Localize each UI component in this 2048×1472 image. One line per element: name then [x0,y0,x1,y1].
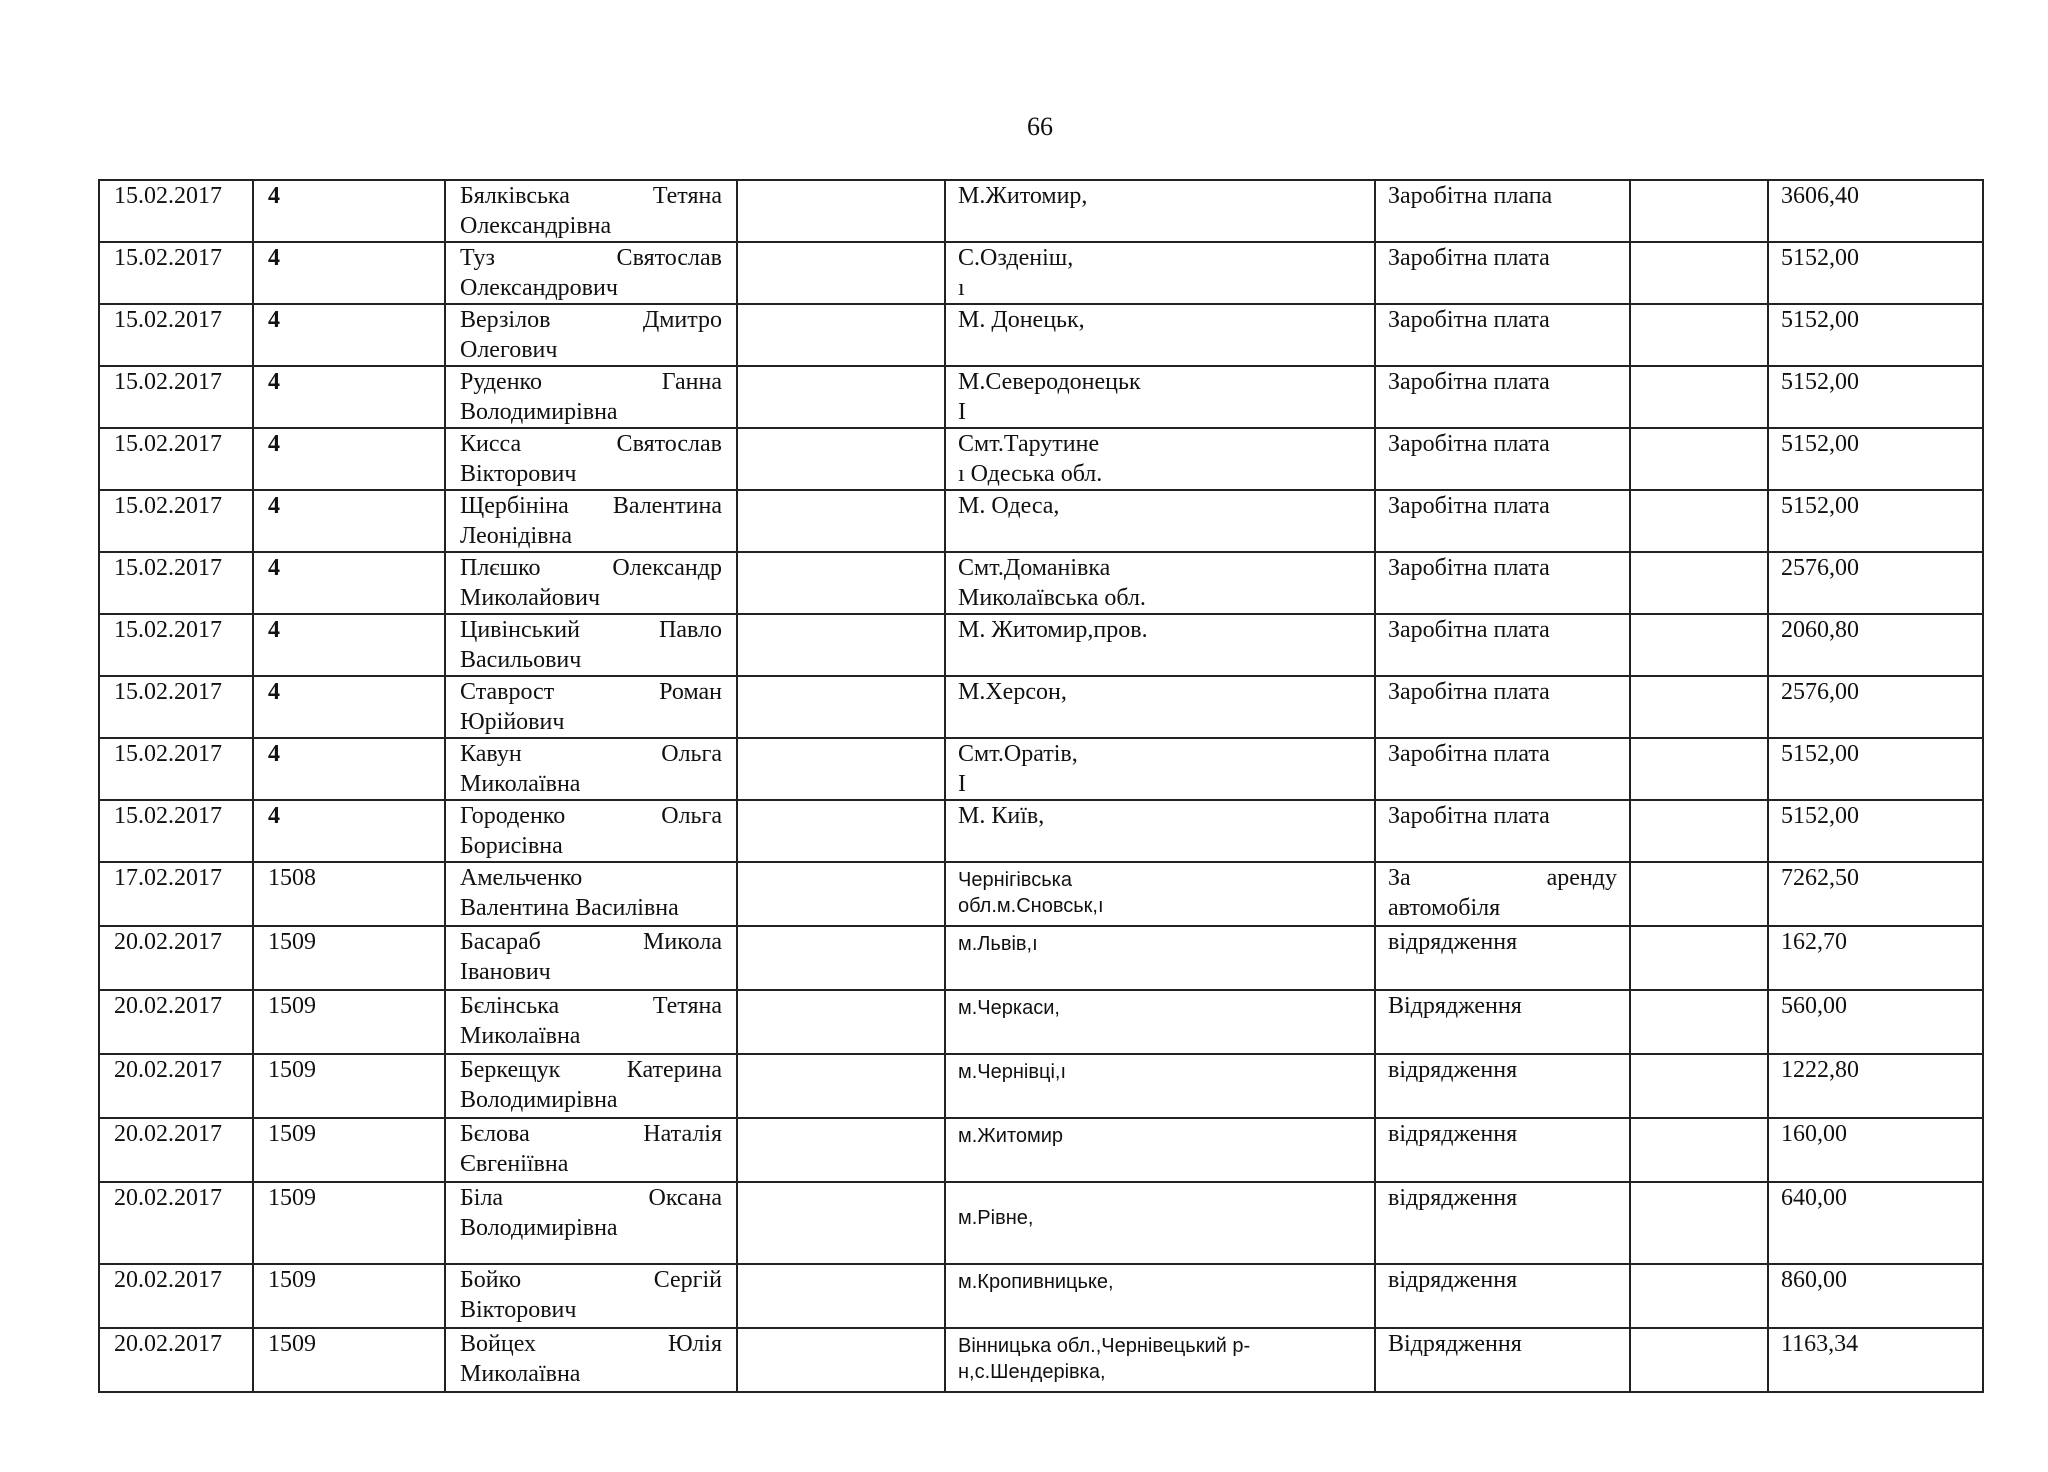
redacted-cell [737,304,945,366]
date-cell: 20.02.2017 [99,1054,253,1118]
address-line-1: м.Рівне, [958,1207,1034,1229]
recipient-patronymic: Васильович [460,647,582,673]
address-line-1: М.Херсон, [958,679,1067,705]
address-line-1: Вінницька обл.,Чернівецький р- [958,1335,1251,1357]
address-line-1: Смт.Доманівка [958,555,1111,581]
recipient-patronymic: Валентина Василівна [460,895,679,921]
payments-table [98,179,1984,1393]
address-line-1: М. Одеса, [958,493,1060,519]
redacted-cell [737,1328,945,1392]
date-cell: 20.02.2017 [99,1182,253,1264]
recipient-patronymic: Миколаївна [460,1361,581,1387]
redacted-cell [737,1118,945,1182]
redacted-cell [737,614,945,676]
address-cell [945,1054,1375,1118]
redacted-cell [737,800,945,862]
document-number-cell: 4 [253,242,445,304]
document-number-cell: 4 [253,738,445,800]
date-cell: 17.02.2017 [99,862,253,926]
date-cell: 15.02.2017 [99,242,253,304]
address-line-1: Чернігівська [958,869,1072,891]
address-line-2: обл.м.Сновськ,ı [958,895,1104,917]
empty-cell [1630,676,1768,738]
empty-cell [1630,1182,1768,1264]
empty-cell [1630,490,1768,552]
address-cell [945,180,1375,242]
date-cell: 15.02.2017 [99,614,253,676]
recipient-patronymic: Володимирівна [460,1215,618,1241]
date-cell: 20.02.2017 [99,1118,253,1182]
redacted-cell [737,926,945,990]
document-number-cell: 4 [253,180,445,242]
redacted-cell [737,676,945,738]
document-number-cell: 1509 [253,1264,445,1328]
amount-cell: 2060,80 [1768,614,1983,676]
empty-cell [1630,800,1768,862]
address-cell [945,738,1375,800]
address-line-2: I [958,399,966,425]
address-line-1: м.Черкаси, [958,997,1060,1019]
address-cell [945,926,1375,990]
amount-cell: 5152,00 [1768,428,1983,490]
address-cell [945,800,1375,862]
recipient-surname: Кавун Ольга [460,741,722,767]
address-line-1: М.Житомир, [958,183,1088,209]
amount-cell: 7262,50 [1768,862,1983,926]
empty-cell [1630,304,1768,366]
recipient-surname: Басараб Микола [460,929,722,955]
recipient-patronymic: Володимирівна [460,399,618,425]
recipient-name-cell [445,926,737,990]
recipient-patronymic: Вікторович [460,461,577,487]
redacted-cell [737,180,945,242]
date-cell: 15.02.2017 [99,180,253,242]
empty-cell [1630,366,1768,428]
address-cell [945,676,1375,738]
recipient-patronymic: Миколаївна [460,1023,581,1049]
recipient-patronymic: Іванович [460,959,551,985]
empty-cell [1630,1054,1768,1118]
recipient-name-cell [445,180,737,242]
date-cell: 15.02.2017 [99,800,253,862]
document-number-cell: 1508 [253,862,445,926]
document-number-cell: 4 [253,552,445,614]
recipient-name-cell [445,1264,737,1328]
recipient-surname: Верзілов Дмитро [460,307,722,333]
table-row [99,428,1983,490]
address-line-1: м.Львів,ı [958,933,1038,955]
recipient-patronymic: Олександрівна [460,213,612,239]
redacted-cell [737,1054,945,1118]
empty-cell [1630,552,1768,614]
address-line-1: м.Чернівці,ı [958,1061,1067,1083]
recipient-surname: Кисса Святослав [460,431,722,457]
table-row [99,242,1983,304]
redacted-cell [737,990,945,1054]
date-cell: 20.02.2017 [99,990,253,1054]
table-row [99,926,1983,990]
recipient-surname: Плєшко Олександр [460,555,722,581]
table-row [99,1182,1983,1264]
payment-purpose-line-1: За аренду [1388,865,1617,891]
recipient-name-cell [445,1328,737,1392]
date-cell: 15.02.2017 [99,552,253,614]
recipient-name-cell [445,738,737,800]
redacted-cell [737,1264,945,1328]
date-cell: 15.02.2017 [99,490,253,552]
amount-cell: 5152,00 [1768,366,1983,428]
payment-purpose-cell: відрядження [1375,1054,1630,1118]
recipient-patronymic: Олександрович [460,275,618,301]
address-line-1: М. Донецьк, [958,307,1085,333]
document-number-cell: 1509 [253,1328,445,1392]
empty-cell [1630,926,1768,990]
recipient-name-cell [445,676,737,738]
redacted-cell [737,862,945,926]
table-row [99,990,1983,1054]
address-cell [945,552,1375,614]
document-number-cell: 4 [253,490,445,552]
address-cell [945,428,1375,490]
recipient-surname: Бєлова Наталія [460,1121,722,1147]
address-cell [945,990,1375,1054]
document-number-cell: 4 [253,800,445,862]
table-row [99,1328,1983,1392]
address-line-2: I [958,771,966,797]
document-number-cell: 4 [253,676,445,738]
empty-cell [1630,1264,1768,1328]
recipient-surname: Біла Оксана [460,1185,722,1211]
recipient-name-cell [445,1118,737,1182]
address-cell [945,1264,1375,1328]
recipient-patronymic: Леонідівна [460,523,572,549]
empty-cell [1630,428,1768,490]
table-row [99,366,1983,428]
amount-cell: 1222,80 [1768,1054,1983,1118]
redacted-cell [737,490,945,552]
recipient-surname: Руденко Ганна [460,369,722,395]
address-cell [945,1182,1375,1264]
recipient-name-cell [445,1182,737,1264]
document-number-cell: 1509 [253,926,445,990]
amount-cell: 560,00 [1768,990,1983,1054]
address-line-1: С.Озденіш, [958,245,1074,271]
payment-purpose-cell: Заробітна плата [1375,490,1630,552]
recipient-surname: Цивінський Павло [460,617,722,643]
amount-cell: 640,00 [1768,1182,1983,1264]
recipient-name-cell [445,428,737,490]
empty-cell [1630,862,1768,926]
recipient-patronymic: Миколаївна [460,771,581,797]
amount-cell: 5152,00 [1768,490,1983,552]
payment-purpose-line-2: автомобіля [1388,895,1501,921]
document-number-cell: 1509 [253,990,445,1054]
document-number-cell: 4 [253,304,445,366]
amount-cell: 5152,00 [1768,242,1983,304]
payment-purpose-cell: Заробітна плата [1375,242,1630,304]
recipient-patronymic: Євгеніївна [460,1151,569,1177]
recipient-name-cell [445,242,737,304]
table-row [99,1054,1983,1118]
table-row [99,552,1983,614]
redacted-cell [737,366,945,428]
page-number: 66 [1027,112,1053,141]
address-line-1: М. Київ, [958,803,1045,829]
address-cell [945,304,1375,366]
recipient-surname: Амельченко [460,865,583,891]
recipient-surname: Бойко Сергій [460,1267,722,1293]
address-cell [945,366,1375,428]
redacted-cell [737,552,945,614]
date-cell: 15.02.2017 [99,676,253,738]
date-cell: 15.02.2017 [99,304,253,366]
amount-cell: 5152,00 [1768,304,1983,366]
recipient-surname: Бєлінська Тетяна [460,993,722,1019]
amount-cell: 160,00 [1768,1118,1983,1182]
address-line-1: м.Житомир [958,1125,1064,1147]
payment-purpose-cell: Відрядження [1375,990,1630,1054]
recipient-surname: Туз Святослав [460,245,722,271]
payment-purpose-cell: Заробітна плата [1375,738,1630,800]
recipient-name-cell [445,614,737,676]
date-cell: 20.02.2017 [99,1328,253,1392]
payment-purpose-cell [1375,862,1630,926]
payment-purpose-cell: відрядження [1375,1182,1630,1264]
recipient-patronymic: Миколайович [460,585,601,611]
address-cell [945,1118,1375,1182]
table-row [99,1264,1983,1328]
address-line-1: Смт.Оратів, [958,741,1078,767]
recipient-surname: Войцех Юлія [460,1331,722,1357]
recipient-name-cell [445,862,737,926]
payment-purpose-cell: відрядження [1375,1264,1630,1328]
address-line-1: М. Житомир,пров. [958,617,1148,643]
empty-cell [1630,738,1768,800]
amount-cell: 860,00 [1768,1264,1983,1328]
empty-cell [1630,614,1768,676]
empty-cell [1630,242,1768,304]
table-row [99,180,1983,242]
recipient-patronymic: Борисівна [460,833,563,859]
table-row [99,676,1983,738]
date-cell: 20.02.2017 [99,1264,253,1328]
recipient-name-cell [445,490,737,552]
document-number-cell: 1509 [253,1118,445,1182]
amount-cell: 5152,00 [1768,738,1983,800]
recipient-patronymic: Володимирівна [460,1087,618,1113]
address-line-2: н,с.Шендерівка, [958,1361,1106,1383]
recipient-patronymic: Олегович [460,337,558,363]
payment-purpose-cell: Заробітна плата [1375,428,1630,490]
recipient-surname: Городенко Ольга [460,803,722,829]
date-cell: 15.02.2017 [99,428,253,490]
recipient-surname: Щербініна Валентина [460,493,722,519]
address-cell [945,614,1375,676]
address-cell [945,242,1375,304]
redacted-cell [737,428,945,490]
payment-purpose-cell: Заробітна плата [1375,552,1630,614]
address-line-1: М.Северодонецьк [958,369,1141,395]
table-row [99,738,1983,800]
payment-purpose-cell: Заробітна плата [1375,366,1630,428]
table-row [99,862,1983,926]
address-cell [945,1328,1375,1392]
table-row [99,304,1983,366]
empty-cell [1630,1328,1768,1392]
payment-purpose-cell: Заробітна плата [1375,304,1630,366]
document-number-cell: 1509 [253,1182,445,1264]
document-number-cell: 4 [253,614,445,676]
amount-cell: 1163,34 [1768,1328,1983,1392]
amount-cell: 3606,40 [1768,180,1983,242]
recipient-patronymic: Юрійович [460,709,565,735]
amount-cell: 2576,00 [1768,552,1983,614]
table-row [99,614,1983,676]
amount-cell: 2576,00 [1768,676,1983,738]
table-row [99,490,1983,552]
table-row [99,800,1983,862]
redacted-cell [737,738,945,800]
payment-purpose-cell: відрядження [1375,1118,1630,1182]
table-row [99,1118,1983,1182]
address-line-2: Миколаївська обл. [958,585,1146,611]
recipient-name-cell [445,800,737,862]
address-line-1: м.Кропивницьке, [958,1271,1114,1293]
document-number-cell: 1509 [253,1054,445,1118]
address-line-1: Смт.Тарутине [958,431,1100,457]
recipient-surname: Бялківська Тетяна [460,183,722,209]
payment-purpose-cell: Заробітна плапа [1375,180,1630,242]
recipient-name-cell [445,552,737,614]
recipient-surname: Беркещук Катерина [460,1057,722,1083]
payment-purpose-cell: відрядження [1375,926,1630,990]
recipient-patronymic: Вікторович [460,1297,577,1323]
address-cell [945,490,1375,552]
date-cell: 15.02.2017 [99,738,253,800]
document-number-cell: 4 [253,366,445,428]
payment-purpose-cell: Заробітна плата [1375,676,1630,738]
date-cell: 20.02.2017 [99,926,253,990]
address-line-2: ı [958,275,965,301]
recipient-surname: Ставрост Роман [460,679,722,705]
date-cell: 15.02.2017 [99,366,253,428]
amount-cell: 5152,00 [1768,800,1983,862]
redacted-cell [737,1182,945,1264]
recipient-name-cell [445,366,737,428]
payment-purpose-cell: Заробітна плата [1375,614,1630,676]
recipient-name-cell [445,1054,737,1118]
document-number-cell: 4 [253,428,445,490]
redacted-cell [737,242,945,304]
payment-purpose-cell: Заробітна плата [1375,800,1630,862]
payments-table-body [99,180,1983,1392]
payment-purpose-cell: Відрядження [1375,1328,1630,1392]
empty-cell [1630,1118,1768,1182]
recipient-name-cell [445,990,737,1054]
address-cell [945,862,1375,926]
amount-cell: 162,70 [1768,926,1983,990]
recipient-name-cell [445,304,737,366]
empty-cell [1630,180,1768,242]
address-line-2: ı Одеська обл. [958,461,1103,487]
empty-cell [1630,990,1768,1054]
